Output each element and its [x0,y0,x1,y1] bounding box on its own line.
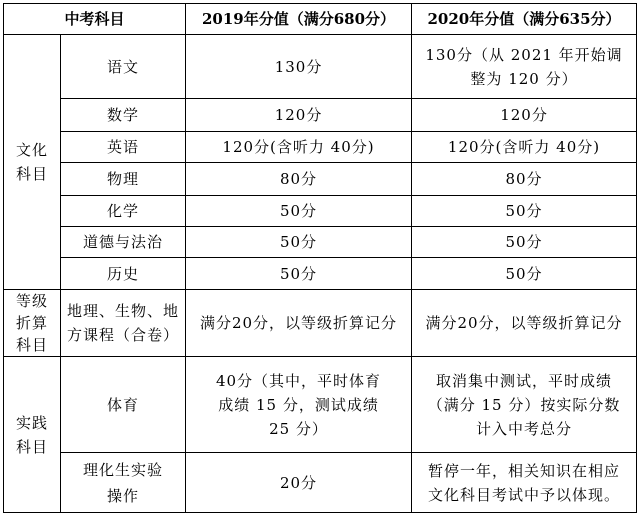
category-graded-line3: 科目 [15,336,48,354]
score-2019-cell: 满分20分，以等级折算记分 [186,290,412,357]
score-2019-cell: 20分 [186,453,412,513]
subject-cell: 体育 [61,357,186,453]
category-culture [4,35,61,290]
category-graded-line1: 等级 [15,292,48,310]
table-row [4,453,637,513]
score-2019-text: 40分（其中，平时体育成绩 15 分，测试成绩 25 分） [215,371,382,438]
subject-cell: 化学 [61,196,186,227]
score-2020-cell: 80分 [412,163,637,196]
score-2019-cell: 80分 [186,163,412,196]
score-2020-cell: 50分 [412,258,637,290]
category-culture-line2: 科目 [15,165,48,183]
subject-cell [61,290,186,357]
table-row [4,290,637,357]
score-2020-cell [412,453,637,513]
score-2019-cell: 50分 [186,258,412,290]
score-2020-cell: 120分 [412,99,637,132]
score-2020-cell [412,35,637,99]
subject-cell: 数学 [61,99,186,132]
score-2020-cell: 120分(含听力 40分) [412,132,637,163]
category-practice-line2: 科目 [15,437,48,456]
score-2020-text: 取消集中测试，平时成绩（满分 15 分）按实际分数计入中考总分 [427,371,621,438]
category-practice-line1: 实践 [15,413,48,432]
table-row [4,99,637,132]
score-2019-cell: 130分 [186,35,412,99]
table-row [4,357,637,453]
table-row [4,196,637,227]
header-2019: 2019年分值（满分680分） [186,4,412,35]
category-graded-line2: 折算 [15,314,48,332]
table-row [4,132,637,163]
table-header-row [4,4,637,35]
score-2020-text: 130分（从 2021 年开始调整为 120 分） [425,45,623,88]
subject-cell: 物理 [61,163,186,196]
score-2019-cell: 120分 [186,99,412,132]
score-2020-cell: 50分 [412,227,637,258]
table-row [4,35,637,99]
subject-cell [61,453,186,513]
subject-text: 地理、生物、地方课程（合卷） [67,302,180,344]
header-subject: 中考科目 [4,4,186,35]
score-2019-cell [186,357,412,453]
category-graded [4,290,61,357]
subject-text: 理化生实验操作 [83,460,164,505]
score-2019-cell: 50分 [186,196,412,227]
category-culture-line1: 文化 [15,141,48,159]
score-2020-text: 暂停一年，相关知识在相应文化科目考试中予以体现。 [428,461,621,504]
score-comparison-table [3,3,637,513]
score-2020-cell: 满分20分，以等级折算记分 [412,290,637,357]
score-2020-cell [412,357,637,453]
table-row [4,227,637,258]
subject-cell: 英语 [61,132,186,163]
subject-cell: 道德与法治 [61,227,186,258]
header-2020: 2020年分值（满分635分） [412,4,637,35]
table-row [4,163,637,196]
score-2020-cell: 50分 [412,196,637,227]
category-practice [4,357,61,513]
score-2019-cell: 120分(含听力 40分) [186,132,412,163]
table-row [4,258,637,290]
subject-cell: 历史 [61,258,186,290]
subject-cell: 语文 [61,35,186,99]
score-2019-cell: 50分 [186,227,412,258]
